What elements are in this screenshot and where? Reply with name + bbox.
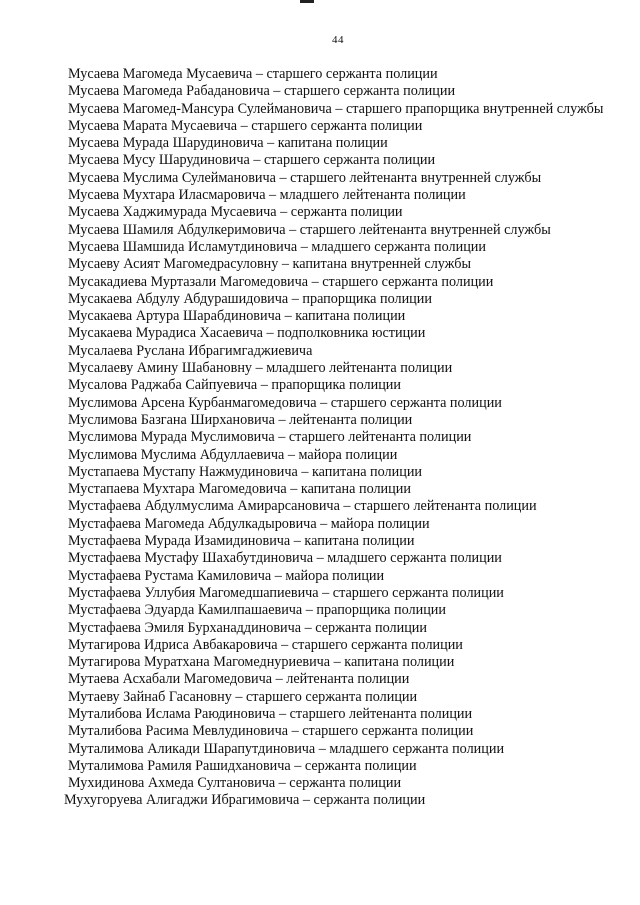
list-item: Муслимова Мурада Муслимовича – старшего лейтенанта полиции <box>68 429 472 446</box>
list-item: Муталимова Аликади Шарапутдиновича – младшего сержанта полиции <box>68 740 505 757</box>
list-item: Мусаева Мухтара Иласмаровича – младшего лейтенанта полиции <box>68 187 466 204</box>
list-item: Мусаева Магомеда Рабадановича – старшего сержанта полиции <box>68 83 456 100</box>
list-item: Мусаеву Асият Магомедрасуловну – капитана внутренней службы <box>68 256 472 273</box>
list-item: Муслимова Базгана Ширхановича – лейтенанта полиции <box>68 411 413 428</box>
list-item: Мусакадиева Муртазали Магомедовича – старшего сержанта полиции <box>68 273 494 290</box>
list-item: Мустафаева Мустафу Шахабутдиновича – младшего сержанта полиции <box>68 550 502 567</box>
list-item: Мухидинова Ахмеда Султановича – сержанта полиции <box>68 775 402 792</box>
list-item: Мусаева Магомеда Мусаевича – старшего сержанта полиции <box>68 66 438 82</box>
list-item: Мутагирова Идриса Авбакаровича – старшего сержанта полиции <box>68 636 463 653</box>
list-item: Мустафаева Уллубия Магомедшапиевича – старшего сержанта полиции <box>68 584 504 601</box>
list-item: Мустафаева Эмиля Бурханаддиновича – сержанта полиции <box>68 619 427 636</box>
list-item: Мусакаева Мурадиса Хасаевича – подполковника юстиции <box>68 325 426 342</box>
list-item: Мустафаева Эдуарда Камилпашаевича – прапорщика полиции <box>68 602 446 619</box>
list-item: Мустапаева Мустапу Нажмудиновича – капитана полиции <box>68 463 423 480</box>
list-item: Мустафаева Мурада Изамидиновича – капитана полиции <box>68 533 415 550</box>
list-item: Мутаева Асхабали Магомедовича – лейтенанта полиции <box>68 671 410 688</box>
list-item: Мусаева Хаджимурада Мусаевича – сержанта полиции <box>68 204 403 221</box>
list-item: Мусакаева Абдулу Абдурашидовича – прапорщика полиции <box>68 290 432 307</box>
list-item: Муталибова Ислама Раюдиновича – старшего лейтенанта полиции <box>68 705 473 722</box>
list-item: Мусаева Шамиля Абдулкеримовича – старшего лейтенанта внутренней службы <box>68 221 551 238</box>
list-item: Мусалаева Руслана Ибрагимгаджиевича <box>68 342 313 359</box>
list-item: Мутаеву Зайнаб Гасановну – старшего сержанта полиции <box>68 688 418 705</box>
list-item: Мусаева Мусу Шарудиновича – старшего сержанта полиции <box>68 152 436 169</box>
list-item: Мустафаева Абдулмуслима Амирарсановича – старшего лейтенанта полиции <box>68 498 537 515</box>
list-item: Мусаева Муслима Сулеймановича – старшего лейтенанта внутренней службы <box>68 169 542 186</box>
list-item: Мустафаева Магомеда Абдулкадыровича – майора полиции <box>68 515 430 532</box>
list-item: Мутагирова Муратхана Магомеднуриевича – капитана полиции <box>68 654 455 671</box>
list-item: Мусаева Марата Мусаевича – старшего сержанта полиции <box>68 117 423 134</box>
list-item: Муталибова Расима Мевлудиновича – старшего сержанта полиции <box>68 723 474 740</box>
list-item: Муслимова Муслима Абдуллаевича – майора полиции <box>68 446 398 463</box>
list-item: Мусакаева Артура Шарабдиновича – капитана полиции <box>68 308 406 325</box>
scan-artifact-mark <box>300 0 314 3</box>
award-recipient-list <box>64 66 608 810</box>
list-item: Мусалова Раджаба Сайпуевича – прапорщика полиции <box>68 377 401 394</box>
list-item: Мусаева Магомед-Мансура Сулеймановича – старшего прапорщика внутренней службы <box>68 100 604 117</box>
list-item: Муслимова Арсена Курбанмагомедовича – старшего сержанта полиции <box>68 394 502 411</box>
list-item: Мусаева Шамшида Исламутдиновича – младшего сержанта полиции <box>68 238 486 255</box>
list-item: Муталимова Рамиля Рашидхановича – сержанта полиции <box>68 757 417 774</box>
list-item: Мусаева Мурада Шарудиновича – капитана полиции <box>68 135 388 152</box>
list-item: Мухугоруева Алигаджи Ибрагимовича – сержанта полиции <box>64 792 426 809</box>
list-item: Мустафаева Рустама Камиловича – майора полиции <box>68 567 385 584</box>
page-number: 44 <box>332 34 344 46</box>
list-item: Мусалаеву Амину Шабановну – младшего лейтенанта полиции <box>68 360 453 377</box>
list-item: Мустапаева Мухтара Магомедовича – капитана полиции <box>68 481 411 498</box>
